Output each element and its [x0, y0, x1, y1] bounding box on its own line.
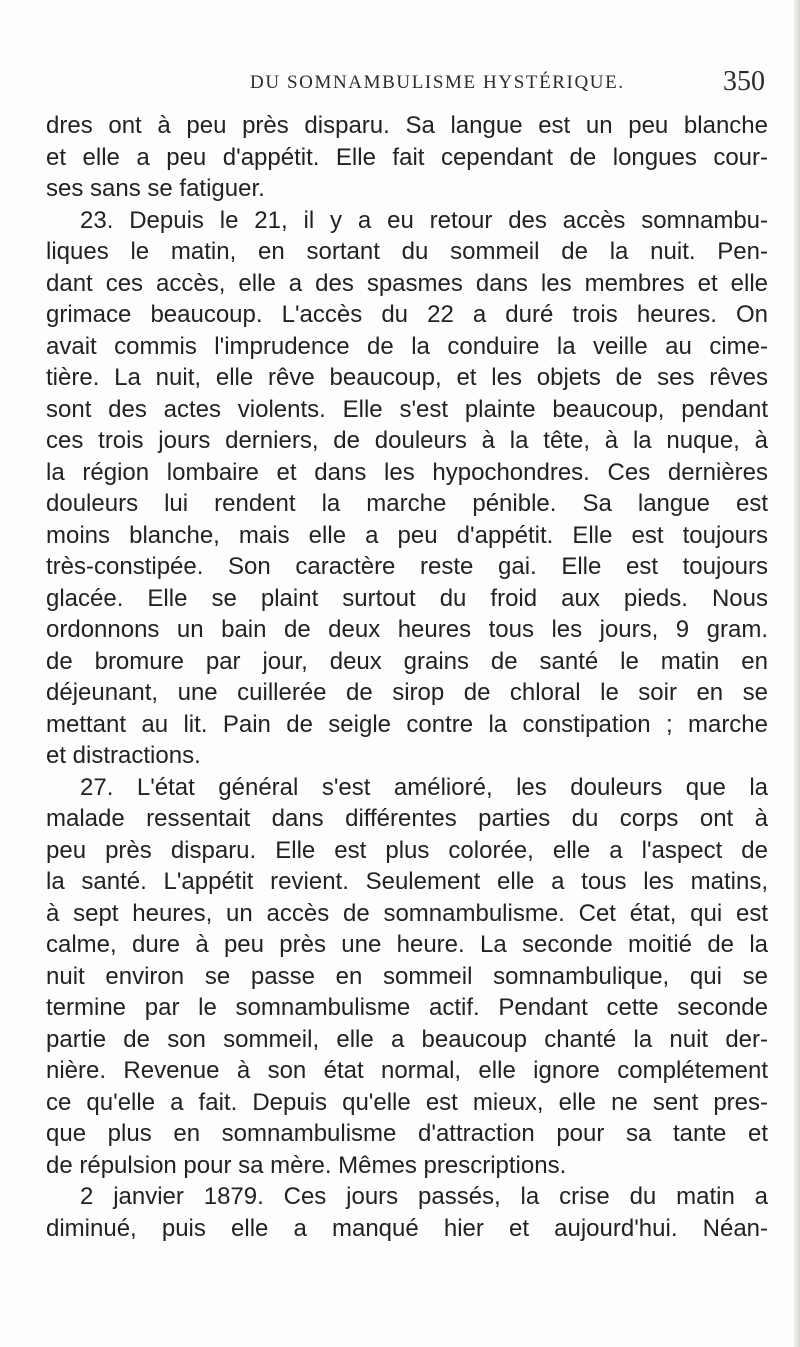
text-line: ses sans se fatiguer.: [46, 175, 265, 202]
text-line: que plus en somnambulisme d'attraction pour sa tante et: [46, 1120, 768, 1147]
text-line: peu près disparu. Elle est plus colorée, elle a l'aspect de: [46, 836, 768, 864]
text-line: mettant au lit. Pain de seigle contre la constipation ; marche: [46, 710, 768, 738]
text-line: et distractions.: [46, 742, 201, 769]
text-line: ces trois jours derniers, de douleurs à la tête, à la nuque, à: [46, 427, 768, 454]
text-line: grimace beaucoup. L'accès du 22 a duré trois heures. On: [46, 301, 768, 328]
text-line: partie de son sommeil, elle a beaucoup chanté la nuit der-: [46, 1025, 768, 1053]
page-edge: [794, 0, 800, 1347]
text-line: malade ressentait dans différentes parties du corps ont à: [46, 805, 768, 832]
text-line: déjeunant, une cuillerée de sirop de chloral le soir en se: [46, 679, 768, 706]
text-line: moins blanche, mais elle a peu d'appétit. Elle est toujours: [46, 521, 768, 549]
text-line: dres ont à peu près disparu. Sa langue est un peu blanche: [46, 112, 768, 139]
text-line: de bromure par jour, deux grains de santé le matin en: [46, 647, 768, 675]
text-line: liques le matin, en sortant du sommeil de la nuit. Pen-: [46, 238, 768, 265]
text-line: la santé. L'appétit revient. Seulement elle a tous les matins,: [46, 868, 768, 895]
text-line: nuit environ se passe en sommeil somnambulique, qui se: [46, 962, 768, 990]
text-line: avait commis l'imprudence de la conduire la veille au cime-: [46, 332, 768, 360]
page-number: 350: [723, 66, 765, 97]
text-line: dant ces accès, elle a des spasmes dans les membres et elle: [46, 269, 768, 297]
text-line: 2 janvier 1879. Ces jours passés, la crise du matin a: [80, 1183, 768, 1210]
text-line: ce qu'elle a fait. Depuis qu'elle est mieux, elle ne sent pres-: [46, 1088, 768, 1116]
text-line: nière. Revenue à son état normal, elle ignore complétement: [46, 1057, 768, 1084]
text-line: douleurs lui rendent la marche pénible. Sa langue est: [46, 490, 768, 517]
text-line: 27. L'état général s'est amélioré, les douleurs que la: [80, 773, 768, 801]
text-line: ordonnons un bain de deux heures tous les jours, 9 gram.: [46, 616, 768, 643]
text-line: sont des actes violents. Elle s'est plainte beaucoup, pendant: [46, 395, 768, 423]
text-line: 23. Depuis le 21, il y a eu retour des accès somnambu-: [80, 206, 768, 234]
text-line: de répulsion pour sa mère. Mêmes prescriptions.: [46, 1151, 567, 1179]
text-line: glacée. Elle se plaint surtout du froid aux pieds. Nous: [46, 584, 768, 612]
text-line: à sept heures, un accès de somnambulisme. Cet état, qui est: [46, 899, 768, 927]
text-line: très-constipée. Son caractère reste gai. Elle est toujours: [46, 553, 768, 580]
text-line: et elle a peu d'appétit. Elle fait cependant de longues cour-: [46, 143, 768, 171]
text-line: tière. La nuit, elle rêve beaucoup, et les objets de ses rêves: [46, 364, 768, 391]
text-line: termine par le somnambulisme actif. Pendant cette seconde: [46, 994, 768, 1021]
body-text: [46, 110, 768, 1244]
running-title: DU SOMNAMBULISME HYSTÉRIQUE.: [250, 72, 625, 93]
text-line: calme, dure à peu près une heure. La seconde moitié de la: [46, 931, 768, 958]
text-line: diminué, puis elle a manqué hier et aujourd'hui. Néan-: [46, 1214, 768, 1242]
text-line: la région lombaire et dans les hypochondres. Ces dernières: [46, 458, 768, 486]
page-header: [250, 62, 765, 102]
